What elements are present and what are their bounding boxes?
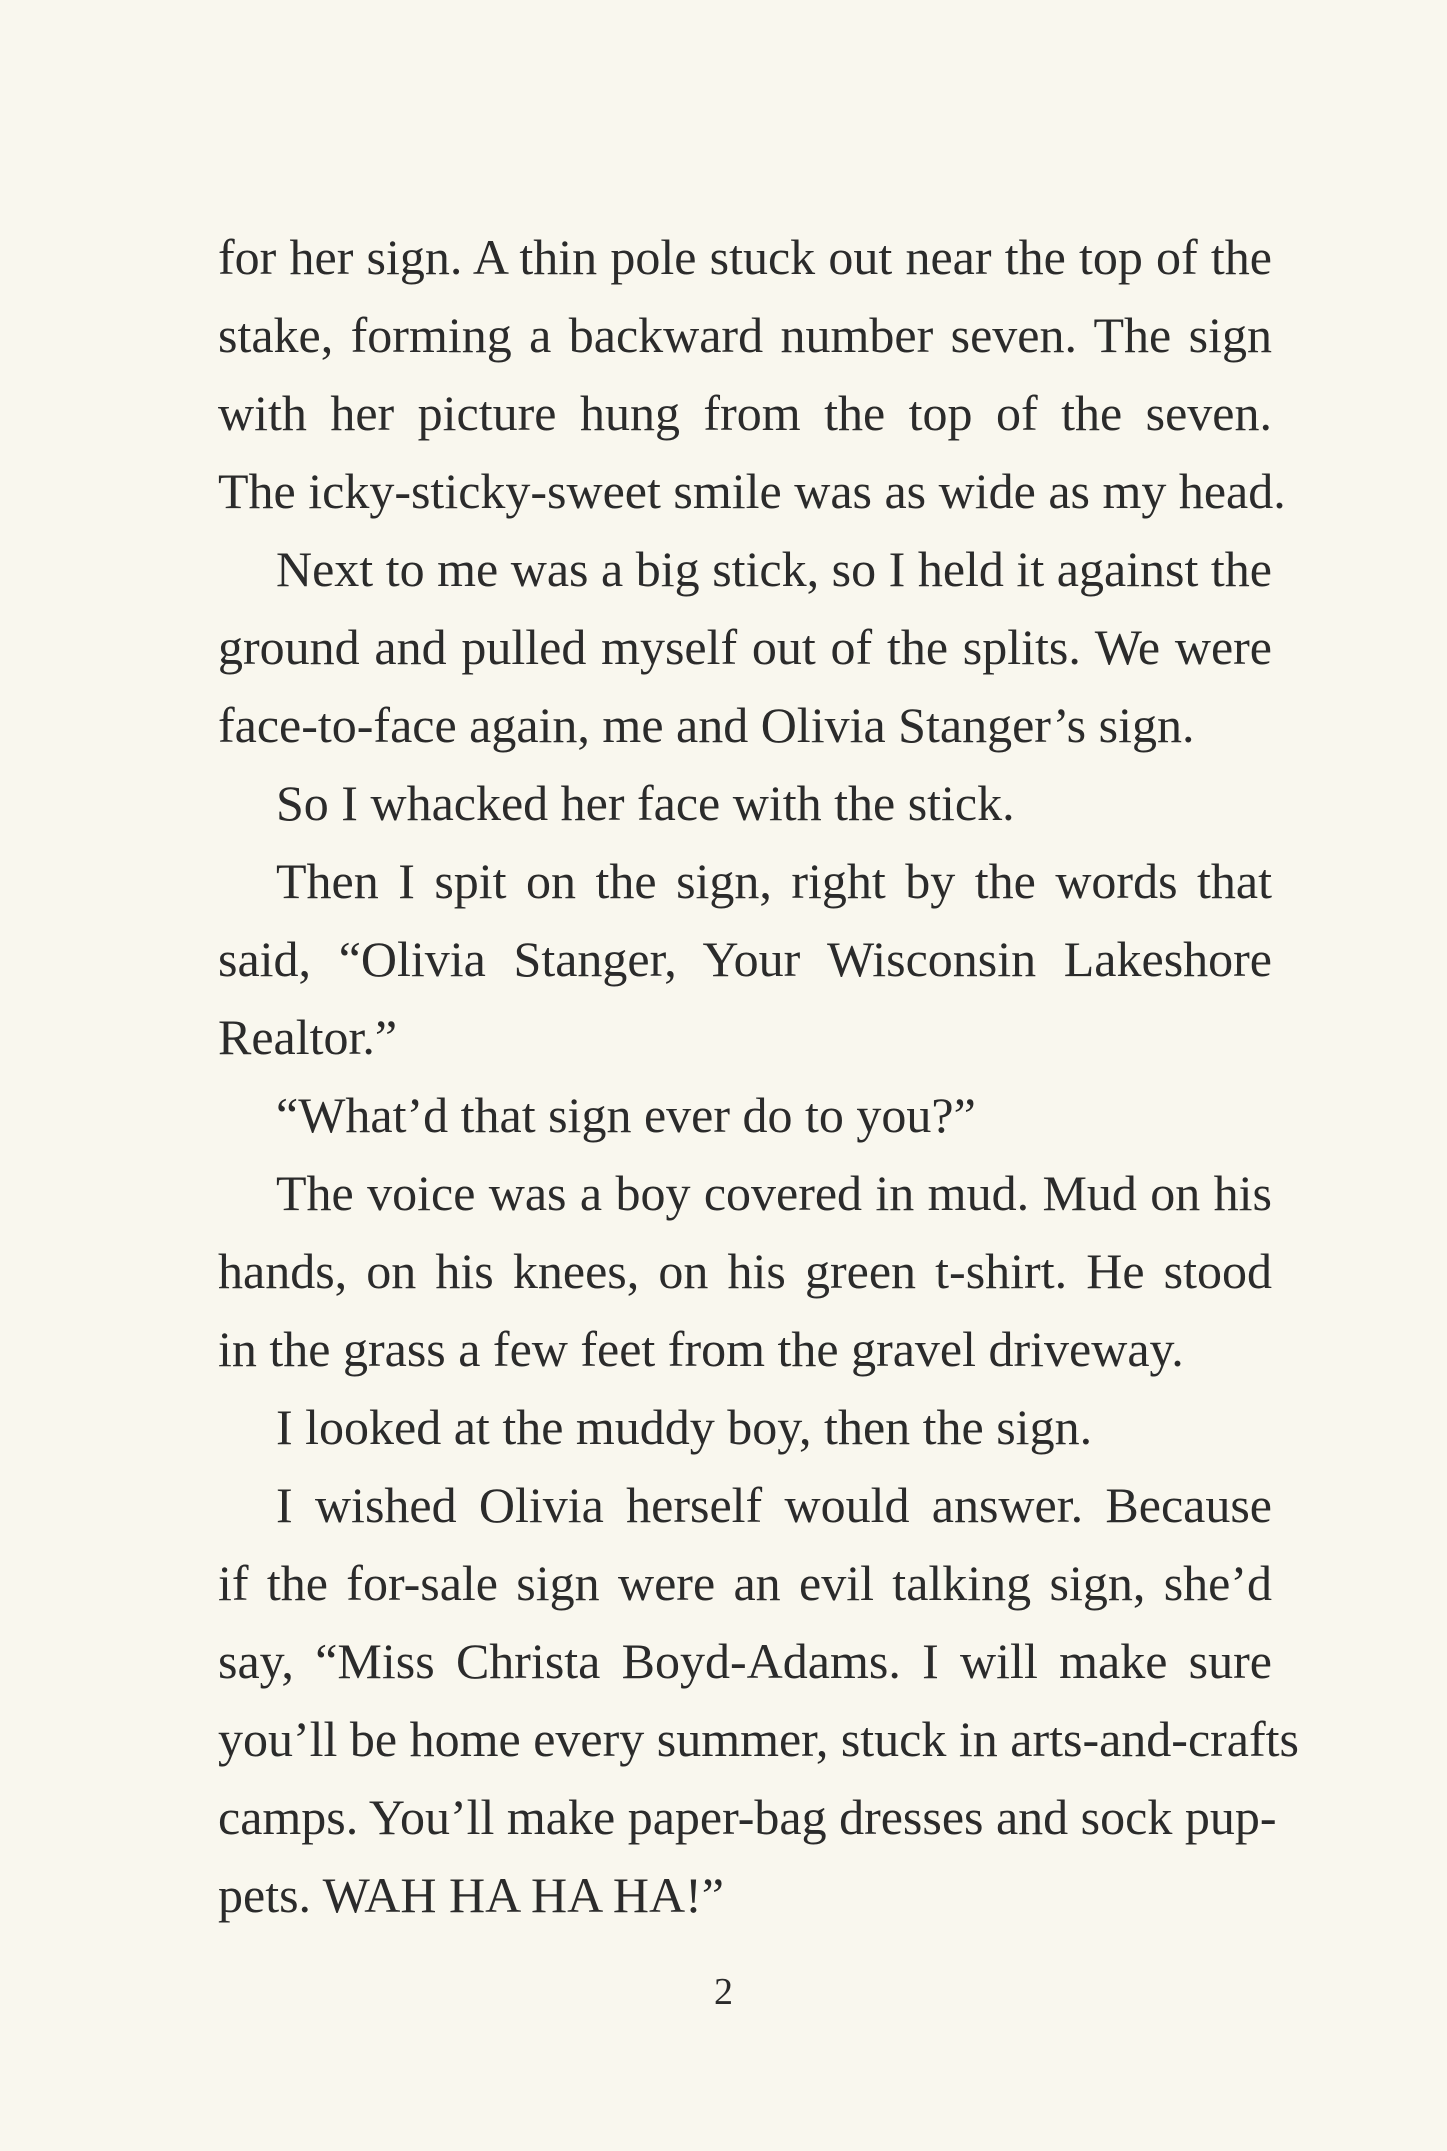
text-line: hands, on his knees, on his green t-shirt. He stood xyxy=(218,1243,1272,1299)
text-line: camps. You’ll make paper-bag dresses and sock pup- xyxy=(218,1789,1277,1845)
text-line: pets. WAH HA HA HA!” xyxy=(218,1867,724,1923)
text-line: Then I spit on the sign, right by the words that xyxy=(276,853,1272,909)
text-line: if the for-sale sign were an evil talking sign, she’d xyxy=(218,1555,1272,1611)
text-line: said, “Olivia Stanger, Your Wisconsin Lakeshore xyxy=(218,931,1272,987)
text-line: The voice was a boy covered in mud. Mud on his xyxy=(276,1165,1272,1221)
text-line: Next to me was a big stick, so I held it against the xyxy=(276,541,1272,597)
text-line: I wished Olivia herself would answer. Because xyxy=(276,1477,1272,1533)
text-line: face-to-face again, me and Olivia Stanger’s sign. xyxy=(218,697,1195,753)
text-line: you’ll be home every summer, stuck in arts-and-crafts xyxy=(218,1711,1299,1767)
body-text xyxy=(218,218,1299,1934)
page-number: 2 xyxy=(714,1971,733,2013)
text-line: stake, forming a backward number seven. The sign xyxy=(218,307,1272,363)
text-line: with her picture hung from the top of the seven. xyxy=(218,385,1272,441)
text-line: for her sign. A thin pole stuck out near the top of the xyxy=(218,229,1272,285)
text-line: So I whacked her face with the stick. xyxy=(276,775,1015,831)
text-line: “What’d that sign ever do to you?” xyxy=(276,1087,976,1143)
text-line: Realtor.” xyxy=(218,1009,398,1065)
text-line: The icky-sticky-sweet smile was as wide as my head. xyxy=(218,463,1286,519)
text-line: say, “Miss Christa Boyd-Adams. I will make sure xyxy=(218,1633,1272,1689)
text-line: in the grass a few feet from the gravel driveway. xyxy=(218,1321,1184,1377)
text-line: ground and pulled myself out of the splits. We were xyxy=(218,619,1272,675)
text-line: I looked at the muddy boy, then the sign. xyxy=(276,1399,1093,1455)
